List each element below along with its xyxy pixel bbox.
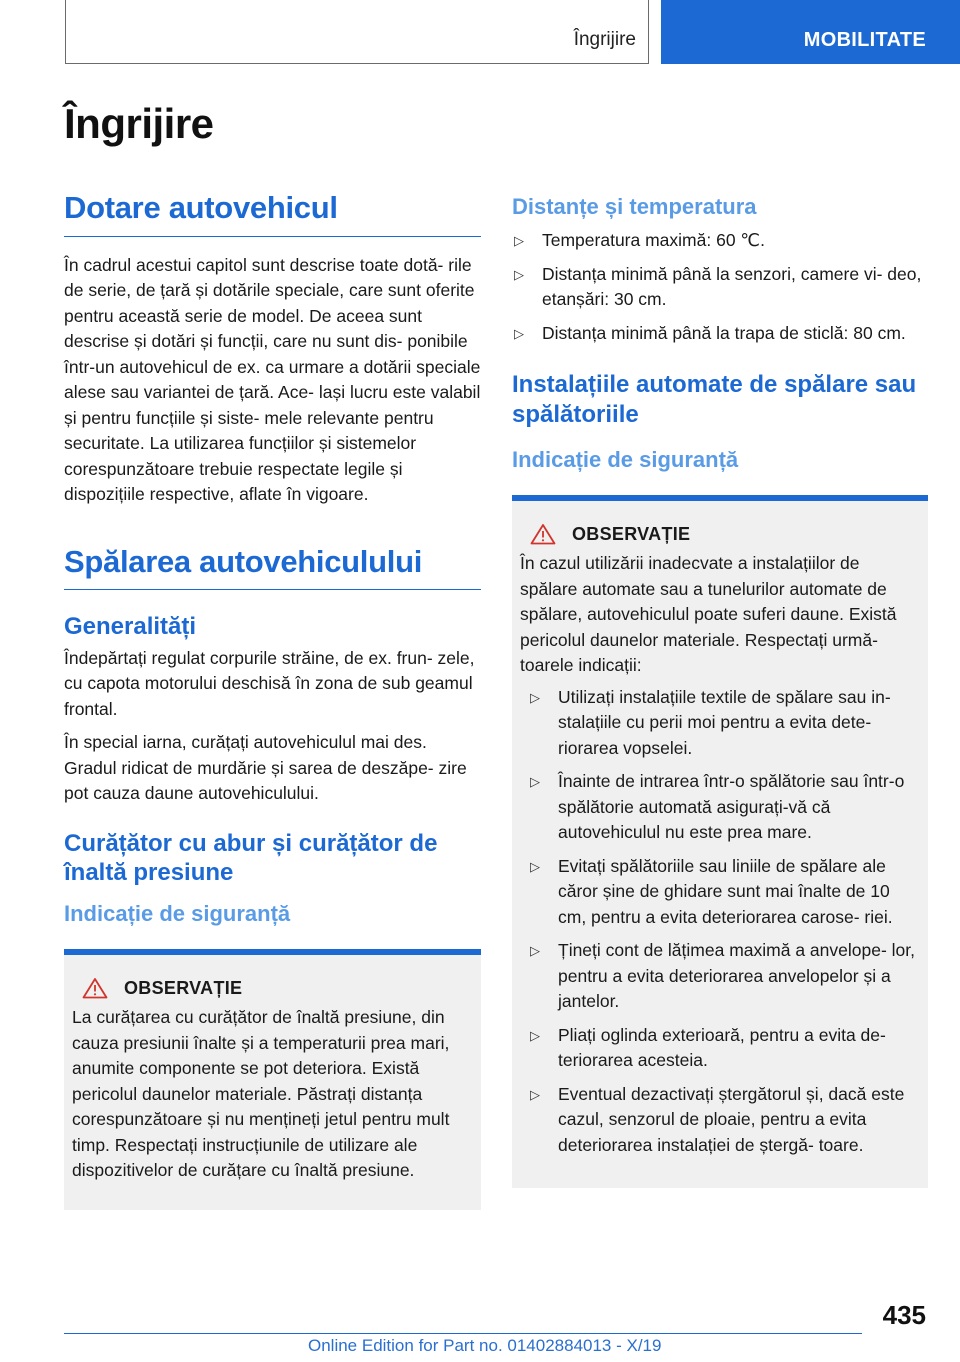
dotare-text: În cadrul acestui capitol sunt descrise toate dotă- rile de serie, de țară și dotările speciale, care sunt oferite pentru această serie de model. De aceea sunt descrise și dotări și funcții, care nu sunt dis- ponibile într‑un autovehicul de ex. ca urmare a dotării speciale alese sau variantei de țară. Ace- lași lucru este valabil și pentru funcțiile și siste- mele relevante pentru securitate. La utilizarea funcțiilor și sistemelor corespunzătoare trebuie respectate legile și dispozițiile respective, aflate în vigoare.: [64, 254, 481, 505]
triangle-bullet-icon: ▷: [530, 943, 540, 959]
triangle-bullet-icon: ▷: [530, 689, 540, 705]
left-column: [64, 190, 481, 1210]
warning-header: [72, 977, 473, 999]
triangle-bullet-icon: ▷: [530, 1086, 540, 1102]
heading-spalare: Spălarea autovehiculului: [64, 544, 481, 591]
triangle-bullet-icon: ▷: [530, 1027, 540, 1043]
chapter-label: Îngrijire: [573, 29, 636, 50]
safety-heading-left: Indicație de siguranță: [64, 901, 291, 927]
heading-dotare: Dotare autovehicul: [64, 190, 481, 237]
list-item: ▷ Distanța minimă până la trapa de sticlă: 80 cm.: [512, 321, 928, 347]
safety-heading-right: Indicație de siguranță: [512, 446, 739, 472]
list-item: ▷ Evitați spălătoriile sau liniile de spălare ale căror șine de ghidare sunt mai înalte de 10 cm, pentru a evita deteriorarea carose- riei.: [530, 855, 893, 927]
list-item: ▷ Înainte de intrarea într‑o spălătorie sau într‑o spălătorie automată asigurați‑vă că autovehiculul nu este prea mare.: [530, 771, 905, 843]
generalitati-p1: Îndepărtați regulat corpurile străine, de ex. frun- zele, cu capota motorului deschisă în zona de sub geamul frontal.: [64, 647, 475, 719]
list-item: ▷ Țineți cont de lățimea maximă a anvelope- lor, pentru a evita deteriorarea anvelopelor și a jantelor.: [530, 940, 915, 1012]
page-number: 435: [882, 1300, 926, 1330]
generalitati-p2: În special iarna, curățați autovehiculul mai des. Gradul ridicat de murdărie și sarea de deszăpe- zire pot cauza daune autovehiculului.: [64, 732, 467, 804]
warning-triangle-icon: [82, 977, 108, 999]
header-chapter-tab: [65, 0, 649, 64]
triangle-bullet-icon: ▷: [530, 774, 540, 790]
warning-header: [520, 523, 920, 545]
section-label: MOBILITATE: [803, 29, 926, 51]
heading-instalatii: Instalațiile automate de spălare sau spălătoriile: [512, 371, 917, 428]
triangle-bullet-icon: ▷: [514, 233, 524, 249]
list-item: ▷ Distanța minimă până la senzori, camere vi- deo, etanșări: 30 cm.: [514, 263, 922, 310]
page-title: Îngrijire: [64, 100, 214, 147]
warning-text: În cazul utilizării inadecvate a instalațiilor de spălare automate sau a tunelurilor automate de spălare, autovehiculul poate suferi daune. Există pericolul daunelor materiale. Respectați urmă- toarele indicații:: [520, 553, 897, 676]
triangle-bullet-icon: ▷: [530, 858, 540, 874]
warning-title: OBSERVAȚIE: [124, 977, 243, 998]
heading-generalitati: Generalități: [64, 613, 197, 641]
list-item: ▷ Temperatura maximă: 60 ℃.: [512, 228, 928, 254]
distante-list: [512, 228, 928, 346]
heading-distante: Distanțe și temperatura: [512, 194, 757, 219]
warning-list: [528, 685, 920, 1159]
footer-edition: Online Edition for Part no. 01402884013 - X/19: [308, 1336, 662, 1355]
warning-text: La curățarea cu curățător de înaltă presiune, din cauza presiunii înalte și a temperaturii prea mari, anumite componente se pot deteriora. Există pericolul daunelor materiale. Păstrați distanța corespunzătoare și nu mențineți jetul pentru mult timp. Respectați instrucțiunile de utilizare ale dispozitivelor de curățare cu înaltă presiune.: [72, 1007, 450, 1181]
heading-curatator: Curățător cu abur și curățător de înaltă presiune: [64, 829, 438, 886]
list-item: ▷ Utilizați instalațiile textile de spălare sau in- stalațiile cu perii moi pentru a evita dete- riorarea vopselei.: [530, 686, 891, 758]
warning-box-high-pressure: [64, 949, 481, 1210]
triangle-bullet-icon: ▷: [514, 325, 524, 341]
list-item: ▷ Pliați oglinda exterioară, pentru a evita de- teriorarea acesteia.: [530, 1024, 886, 1071]
triangle-bullet-icon: ▷: [514, 266, 524, 282]
warning-box-car-wash: [512, 495, 928, 1188]
header-section-badge: [661, 0, 960, 64]
warning-title: OBSERVAȚIE: [572, 523, 691, 544]
right-column: [512, 194, 928, 1188]
list-item: ▷ Eventual dezactivați ștergătorul și, dacă este cazul, senzorul de ploaie, pentru a evita deteriorarea instalației de ștergă- toare.: [530, 1083, 905, 1155]
footer-divider: [64, 1333, 862, 1334]
warning-triangle-icon: [530, 523, 556, 545]
